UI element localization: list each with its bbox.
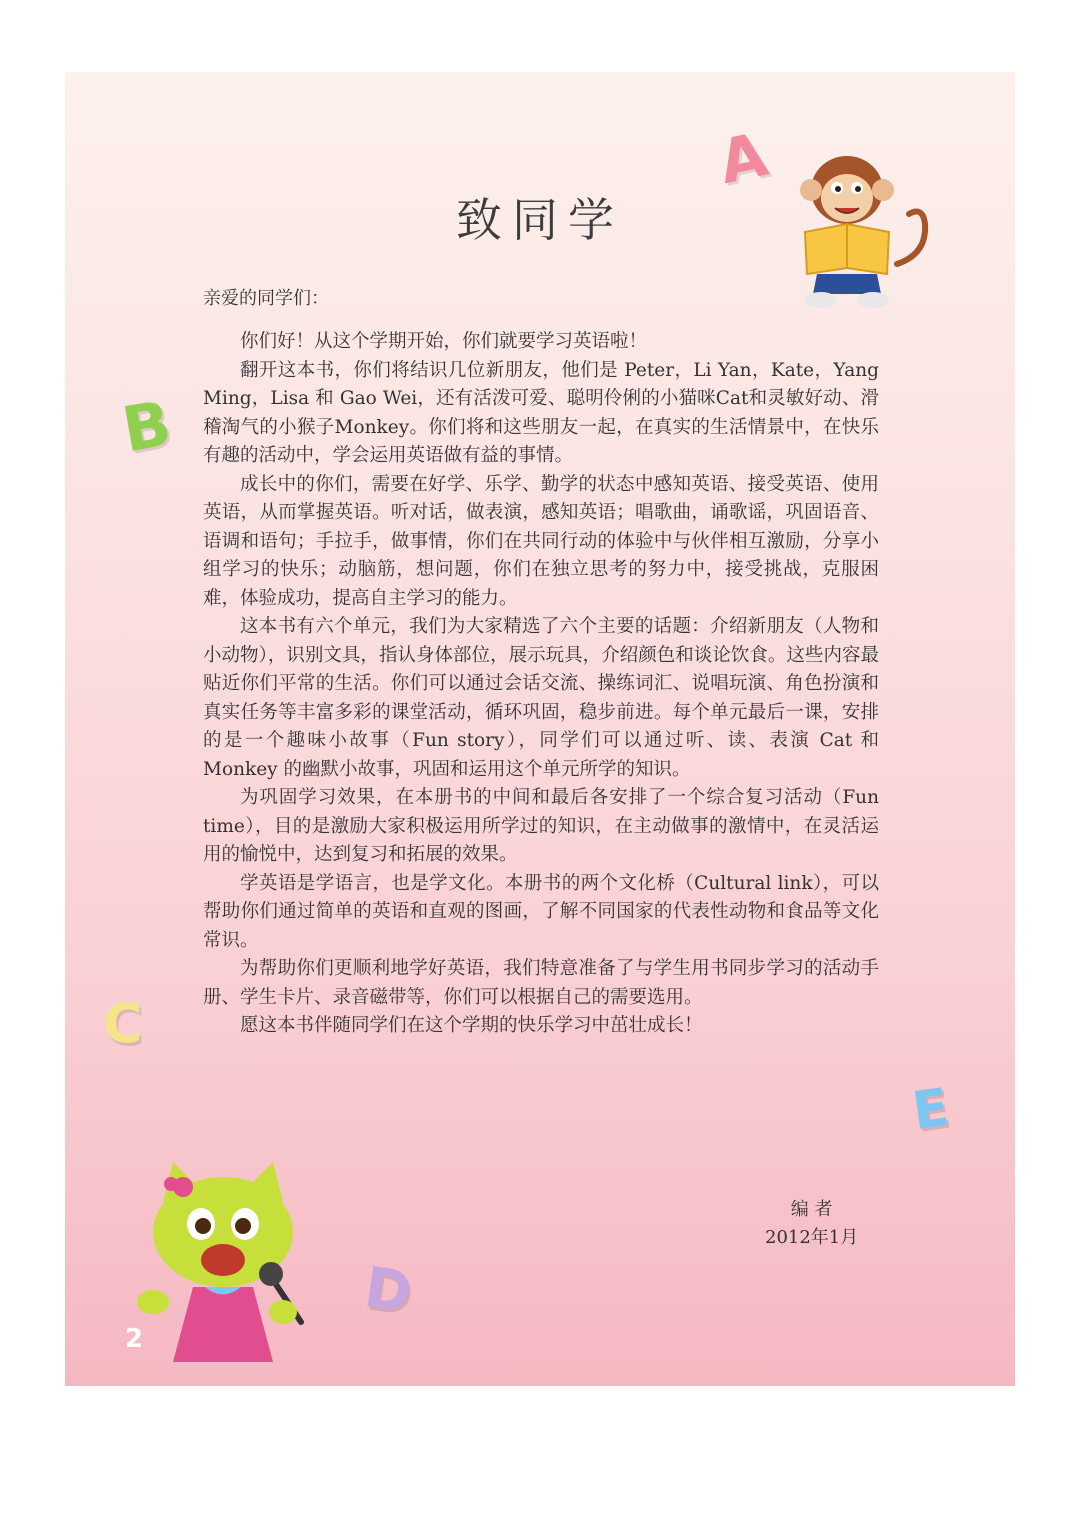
letter-d-decoration: D (360, 1255, 416, 1326)
textbook-page (65, 72, 1015, 1386)
page-number: 2 (125, 1324, 144, 1354)
letter-e-decoration: E (908, 1077, 953, 1143)
paragraph: 翻开这本书，你们将结识几位新朋友，他们是 Peter，Li Yan，Kate，Yang Ming，Lisa 和 Gao Wei，还有活泼可爱、聪明伶俐的小猫咪Cat和灵敏好动、滑稽淘气的小猴子Monkey。你们将和这些朋友一起，在真实的生活情景中，在快乐有趣的活动中，学会运用英语做有益的事情。 (203, 359, 879, 466)
date: 2012年1月 (765, 1227, 859, 1248)
cat-singing-icon (133, 1162, 333, 1386)
paragraph: 为巩固学习效果，在本册书的中间和最后各安排了一个综合复习活动（Fun time），目的是激励大家积极运用所学过的知识，在主动做事的激情中，在灵活运用的愉悦中，达到复习和拓展的效果。 (203, 787, 879, 865)
greeting: 亲爱的同学们： (203, 288, 329, 309)
paragraph: 为帮助你们更顺利地学好英语，我们特意准备了与学生用书同步学习的活动手册、学生卡片、录音磁带等，你们可以根据自己的需要选用。 (203, 958, 879, 1008)
signature-block (765, 1196, 858, 1252)
paragraph: 学英语是学语言，也是学文化。本册书的两个文化桥（Cultural link），可以帮助你们通过简单的英语和直观的图画，了解不同国家的代表性动物和食品等文化常识。 (203, 872, 879, 951)
paragraph: 这本书有六个单元，我们为大家精选了六个主要的话题：介绍新朋友（人物和小动物），识别文具，指认身体部位，展示玩具，介绍颜色和谈论饮食。这些内容最贴近你们平常的生活。你们可以通过会话交流、操练词汇、说唱玩演、角色扮演和真实任务等丰富多彩的课堂活动，循环巩固，稳步前进。每个单元最后一课，安排的是一个趣味小故事（Fun story），同学们可以通过听、读、表演 Cat 和Monkey 的幽默小故事，巩固和运用这个单元所学的知识。 (203, 616, 879, 780)
paragraph: 你们好！从这个学期开始，你们就要学习英语啦！ (240, 331, 648, 352)
signature: 编 者 (790, 1199, 833, 1220)
paragraph: 成长中的你们，需要在好学、乐学、勤学的状态中感知英语、接受英语、使用英语，从而掌握英语。听对话，做表演，感知英语；唱歌曲，诵歌谣，巩固语音、语调和语句；手拉手，做事情，你们在共同行动的体验中与伙伴相互激励，分享小组学习的快乐；动脑筋，想问题，你们在独立思考的努力中，接受挑战，克服困难，体验成功，提高自主学习的能力。 (203, 473, 879, 609)
letter-c-decoration: C (103, 992, 143, 1055)
letter-b-decoration: B (117, 386, 177, 467)
paragraph: 愿这本书伴随同学们在这个学期的快乐学习中茁壮成长！ (240, 1015, 703, 1036)
letter-a-decoration: A (713, 119, 774, 199)
letter-body (203, 328, 879, 1041)
page-title: 致同学 (456, 193, 624, 247)
